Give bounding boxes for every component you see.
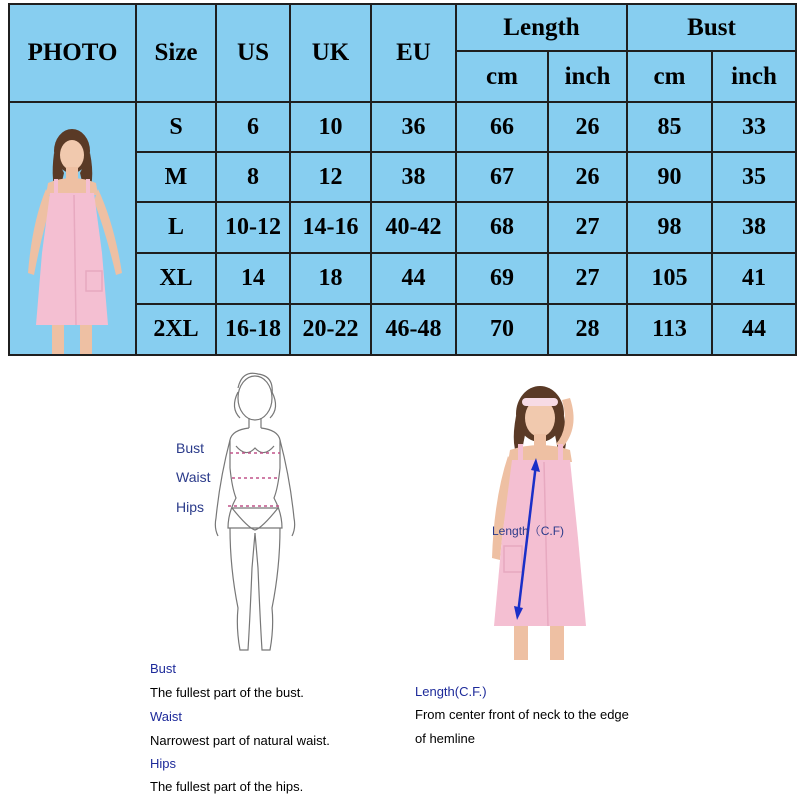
row-2xl-bust-inch: 44 xyxy=(742,316,766,342)
length-model-photo xyxy=(470,378,610,660)
size-chart-table xyxy=(8,3,797,356)
row-2xl-eu: 46-48 xyxy=(385,316,442,342)
row-m-bust-inch: 35 xyxy=(742,163,766,190)
row-l-eu: 40-42 xyxy=(385,214,442,240)
legend-hips-desc: The fullest part of the hips. xyxy=(150,779,304,794)
photo-header: PHOTO xyxy=(27,39,118,66)
row-s-eu: 36 xyxy=(401,113,426,140)
row-s-uk: 10 xyxy=(318,113,343,140)
diagram-bust-label: Bust xyxy=(176,440,205,456)
row-2xl-us: 16-18 xyxy=(225,316,281,342)
bust-inch-header: inch xyxy=(731,62,777,90)
row-s-us: 6 xyxy=(247,113,259,140)
row-m-eu: 38 xyxy=(401,163,426,190)
row-l-uk: 14-16 xyxy=(302,214,359,240)
row-xl-bust-inch: 41 xyxy=(742,265,766,291)
length-inch-header: inch xyxy=(564,62,611,90)
model-photo xyxy=(10,103,135,354)
us-header: US xyxy=(237,39,269,66)
row-s-size: S xyxy=(169,113,183,140)
diagram-length-label: Length（C.F) xyxy=(492,524,565,538)
row-2xl-length-inch: 28 xyxy=(575,316,600,342)
row-xl-length-inch: 27 xyxy=(575,265,600,291)
bust-header: Bust xyxy=(687,13,736,41)
row-2xl-uk: 20-22 xyxy=(302,316,359,342)
row-m-length-cm: 67 xyxy=(490,163,514,190)
bust-cm-header: cm xyxy=(653,62,686,90)
row-2xl-size: 2XL xyxy=(153,316,199,342)
row-m-us: 8 xyxy=(247,163,259,190)
row-2xl-length-cm: 70 xyxy=(490,316,514,342)
legend-bust-term: Bust xyxy=(150,661,177,676)
row-xl-eu: 44 xyxy=(401,265,426,291)
legend-waist-term: Waist xyxy=(150,709,183,724)
row-2xl-bust-cm: 113 xyxy=(652,316,687,342)
row-m-bust-cm: 90 xyxy=(657,163,682,190)
row-xl-length-cm: 69 xyxy=(490,265,514,291)
row-xl-us: 14 xyxy=(241,265,265,291)
diagram-hips-label: Hips xyxy=(176,499,205,515)
row-l-size: L xyxy=(167,214,184,240)
row-s-length-cm: 66 xyxy=(490,113,514,140)
row-m-size: M xyxy=(164,163,188,190)
legend-hips-term: Hips xyxy=(150,756,177,771)
row-xl-bust-cm: 105 xyxy=(651,265,688,291)
row-xl-uk: 18 xyxy=(318,265,343,291)
length-cm-header: cm xyxy=(486,62,518,90)
body-measurement-sketch xyxy=(200,368,310,658)
row-s-length-inch: 26 xyxy=(575,113,600,140)
row-s-bust-cm: 85 xyxy=(657,113,682,140)
legend-bust-desc: The fullest part of the bust. xyxy=(150,685,304,700)
legend-waist-desc: Narrowest part of natural waist. xyxy=(150,733,330,748)
row-l-length-inch: 27 xyxy=(575,214,600,240)
row-l-length-cm: 68 xyxy=(490,214,514,240)
length-header: Length xyxy=(503,13,580,41)
row-s-bust-inch: 33 xyxy=(742,113,766,140)
legend-length-term: Length(C.F.) xyxy=(415,684,487,699)
row-xl-size: XL xyxy=(159,265,193,291)
uk-header: UK xyxy=(311,39,350,66)
legend-length-desc-1: From center front of neck to the edge xyxy=(415,707,629,722)
size-header: Size xyxy=(154,39,198,66)
row-l-us: 10-12 xyxy=(225,214,281,240)
row-l-bust-cm: 98 xyxy=(657,214,682,240)
diagram-waist-label: Waist xyxy=(176,469,211,485)
row-m-length-inch: 26 xyxy=(575,163,600,190)
legend-length-desc-2: of hemline xyxy=(415,731,475,746)
row-m-uk: 12 xyxy=(318,163,343,190)
row-l-bust-inch: 38 xyxy=(742,214,766,240)
eu-header: EU xyxy=(396,39,431,66)
